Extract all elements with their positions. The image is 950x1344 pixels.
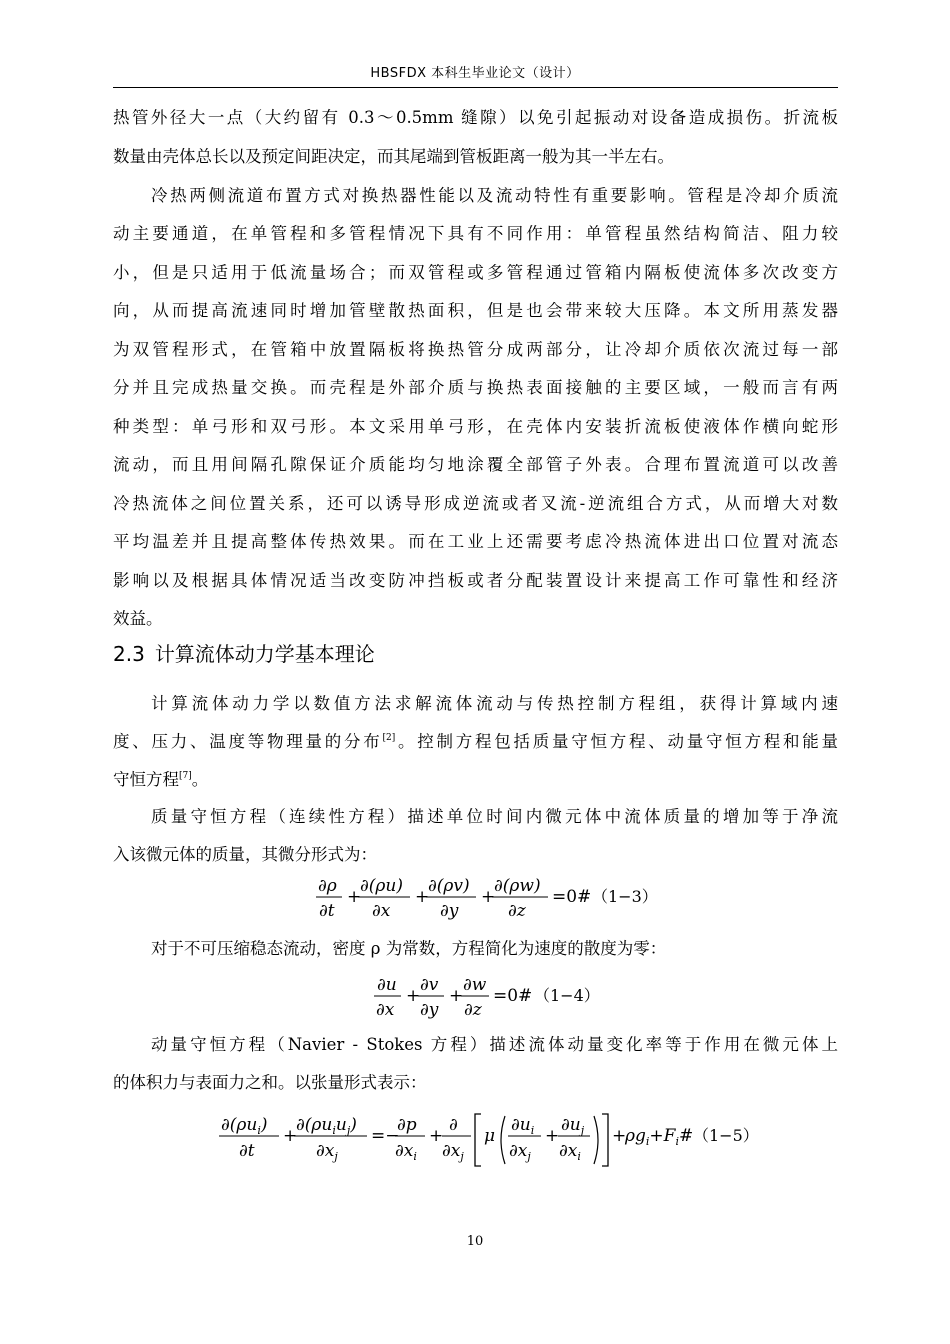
svg-text:∂(ρuiuj): $\partial(\rho u_iu_j)$	[296, 1115, 357, 1137]
paragraph-line: 向，从而提高流速同时增加管壁散热面积，但是也会带来较大压降。本文所用蒸发器	[113, 301, 838, 320]
svg-text:∂xj: $\partial x_j$	[509, 1141, 531, 1163]
equation-incompressible	[374, 971, 644, 1028]
paragraph-line: 为双管程形式，在管箱中放置隔板将换热管分成两部分，让冷却介质依次流过每一部	[113, 340, 838, 359]
svg-text:∂t: ∂t	[319, 901, 335, 921]
paragraph-line: 对于不可压缩稳态流动，密度 ρ 为常数，方程简化为速度的散度为零：	[151, 939, 667, 958]
svg-text:∂xj: $\partial x_j$	[442, 1141, 464, 1163]
equation-momentum	[219, 1108, 799, 1177]
equation-momentum-svg	[219, 1108, 799, 1172]
svg-text:+: +	[406, 986, 421, 1006]
svg-text:ρgi+Fi#: $\rho g_i+F_i\#$	[625, 1126, 694, 1148]
svg-text:∂xi: $\partial x_i$	[395, 1141, 417, 1163]
text-run: 。	[191, 770, 209, 789]
section-number: 2.3	[113, 642, 145, 666]
paragraph-line	[113, 766, 838, 790]
paragraph-line: 动主要通道，在单管程和多管程情况下具有不同作用：单管程虽然结构简洁、阻力较	[113, 224, 838, 243]
svg-text:∂ui: $\partial u_i$	[511, 1115, 535, 1137]
svg-text:∂x: ∂x	[376, 1000, 395, 1020]
svg-text:+: +	[449, 986, 464, 1006]
paragraph-line: 质量守恒方程（连续性方程）描述单位时间内微元体中流体质量的增加等于净流	[151, 807, 838, 826]
paragraph-line: 冷热两侧流道布置方式对换热器性能以及流动特性有重要影响。管程是冷却介质流	[151, 186, 838, 205]
paragraph-line: 的体积力与表面力之和。以张量形式表示：	[113, 1073, 427, 1092]
paragraph-line: 动量守恒方程（Navier - Stokes 方程）描述流体动量变化率等于作用在微元体上	[151, 1035, 838, 1054]
svg-text:∂(ρu): ∂(ρu)	[360, 876, 403, 896]
paragraph-line: 平均温差并且提高整体传热效果。而在工业上还需要考虑冷热流体进出口位置对流态	[113, 532, 838, 551]
svg-text:∂uj: $\partial u_j$	[561, 1115, 585, 1137]
svg-text:∂(ρw): ∂(ρw)	[494, 876, 541, 896]
svg-text:∂t: ∂t	[239, 1141, 255, 1161]
svg-text:+: +	[429, 1126, 444, 1146]
equation-continuity-svg	[316, 872, 696, 924]
equation-tag: （1−5）	[693, 1126, 759, 1145]
svg-text:∂z: ∂z	[464, 1000, 482, 1020]
paragraph-line: 影响以及根据具体情况适当改变防冲挡板或者分配装置设计来提高工作可靠性和经济	[113, 571, 838, 590]
section-title: 计算流体动力学基本理论	[154, 642, 375, 666]
text-run: 。控制方程包括质量守恒方程、动量守恒方程和能量	[395, 732, 838, 751]
header-rule	[113, 87, 838, 88]
citation-ref: [7]	[179, 771, 192, 781]
equation-tag: （1−3）	[592, 887, 658, 906]
svg-text:∂y: ∂y	[420, 1000, 439, 1020]
svg-text:∂z: ∂z	[508, 901, 526, 921]
svg-text:=0#: =0#	[493, 986, 533, 1006]
svg-text:=−: =−	[371, 1126, 400, 1146]
svg-text:∂xj: $\partial x_j$	[316, 1141, 338, 1163]
svg-text:∂w: ∂w	[463, 975, 487, 995]
svg-text:+: +	[545, 1126, 560, 1146]
running-header: HBSFDX 本科生毕业论文（设计）	[370, 66, 580, 81]
svg-text:+: +	[415, 887, 430, 907]
paragraph-line: 效益。	[113, 609, 163, 628]
paragraph-line: 分并且完成热量交换。而壳程是外部介质与换热表面接触的主要区域，一般而言有两	[113, 378, 838, 397]
svg-text:+: +	[347, 887, 362, 907]
paragraph-line: 计算流体动力学以数值方法求解流体流动与传热控制方程组，获得计算域内速	[151, 694, 838, 713]
text-run: 守恒方程	[113, 770, 179, 789]
paragraph-line: 种类型：单弓形和双弓形。本文采用单弓形，在壳体内安装折流板使液体作横向蛇形	[113, 417, 838, 436]
paragraph-line: 热管外径大一点（大约留有 0.3～0.5mm 缝隙）以免引起振动对设备造成损伤。折流板	[113, 108, 838, 127]
svg-text:∂: ∂	[449, 1115, 458, 1135]
svg-text:∂u: ∂u	[377, 975, 397, 995]
paragraph-line: 入该微元体的质量，其微分形式为：	[113, 845, 377, 864]
svg-text:∂p: ∂p	[397, 1115, 417, 1135]
svg-text:∂(ρv): ∂(ρv)	[428, 876, 470, 896]
svg-text:μ: μ	[484, 1126, 496, 1146]
text-run: 度、压力、温度等物理量的分布	[113, 732, 383, 751]
section-heading	[113, 638, 375, 667]
paragraph-line	[113, 728, 838, 752]
paragraph-line: 数量由壳体总长以及预定间距决定，而其尾端到管板距离一般为其一半左右。	[113, 147, 674, 166]
paragraph-line: 流动，而且用间隔孔隙保证介质能均匀地涂覆全部管子外表。合理布置流道可以改善	[113, 455, 838, 474]
svg-text:+: +	[283, 1126, 298, 1146]
citation-ref: [2]	[382, 733, 396, 743]
svg-text:∂x: ∂x	[372, 901, 391, 921]
svg-text:∂y: ∂y	[440, 901, 459, 921]
svg-text:∂xi: $\partial x_i$	[559, 1141, 581, 1163]
equation-continuity	[316, 872, 696, 929]
page-number: 10	[466, 1234, 484, 1249]
svg-text:∂ρ: ∂ρ	[318, 876, 337, 896]
svg-text:+: +	[481, 887, 496, 907]
svg-text:+: +	[612, 1126, 627, 1146]
svg-text:∂v: ∂v	[420, 975, 439, 995]
svg-text:∂(ρui): $\partial(\rho u_i)$	[221, 1115, 268, 1137]
equation-incompressible-svg	[374, 971, 644, 1023]
paragraph-line: 小，但是只适用于低流量场合；而双管程或多管程通过管箱内隔板使流体多次改变方	[113, 263, 838, 282]
svg-text:=0#: =0#	[552, 887, 592, 907]
equation-tag: （1−4）	[534, 986, 600, 1005]
paragraph-line: 冷热流体之间位置关系，还可以诱导形成逆流或者叉流-逆流组合方式，从而增大对数	[113, 494, 838, 513]
